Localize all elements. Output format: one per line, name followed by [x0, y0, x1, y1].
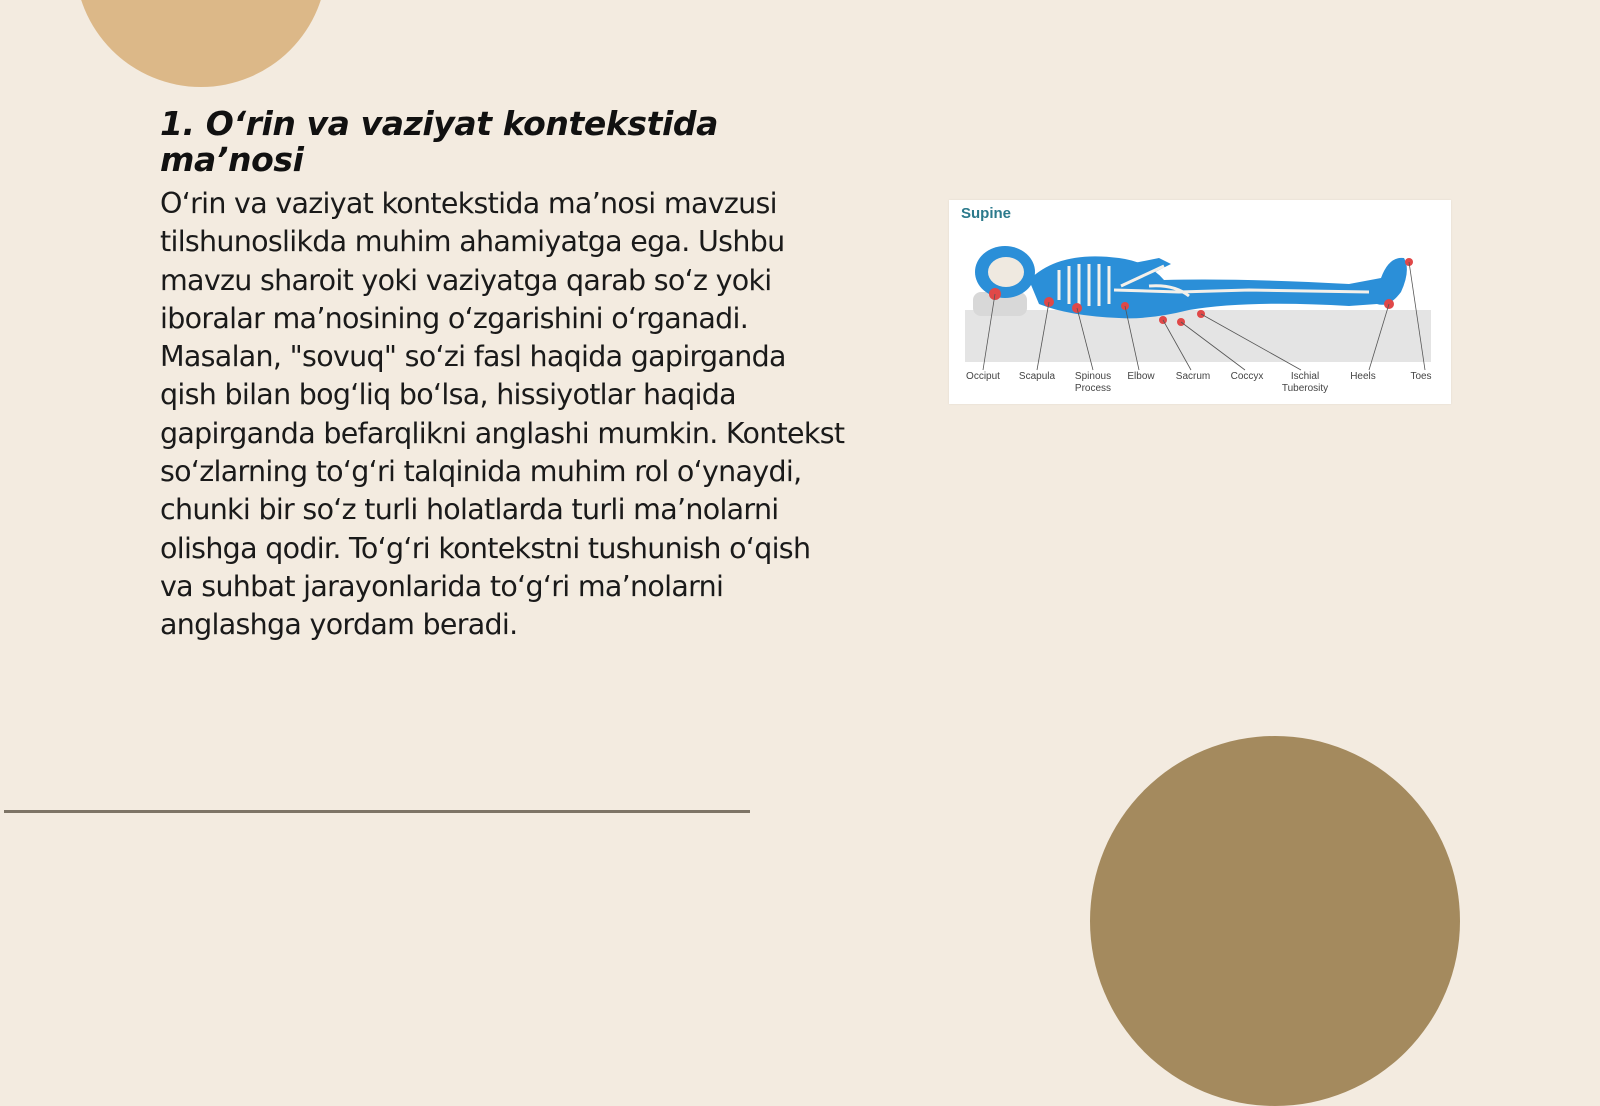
slide-title: 1. O‘rin va vaziyat kontekstida ma’nosi [160, 104, 719, 179]
figure-title: Supine [961, 205, 1012, 222]
label-toes: Toes [1410, 371, 1432, 382]
label-heels: Heels [1350, 371, 1376, 382]
decorative-circle-top [75, 0, 327, 87]
label-coccyx: Coccyx [1230, 371, 1264, 382]
label-sacrum: Sacrum [1175, 371, 1211, 382]
decorative-circle-bottom [1090, 736, 1460, 1106]
slide-body-text: O‘rin va vaziyat kontekstida ma’nosi mavzusi tilshunoslikda muhim ahamiyatga ega. Ushbu mavzu sharoit yoki vaziyatga qarab so‘z yoki iboralar ma’nosining o‘zgarishini o‘rganadi. Masalan, "sovuq" so‘zi fasl haqida gapirganda qish bilan bog‘liq bo‘lsa, hissiyotlar haqida gapirganda befarqlikni anglashi mumkin. Kontekst so‘zlarning to‘g‘ri talqinida muhim rol o‘ynaydi, chunki bir so‘z turli holatlarda turli ma’nolarni olishga qodir. To‘g‘ri kontekstni tushunish o‘qish va suhbat jarayonlarida to‘g‘ri ma’nolarni anglashga yordam beradi. [160, 187, 845, 642]
label-ischial-tuberosity: Ischial Tuberosity [1281, 371, 1329, 394]
divider-line [4, 810, 750, 813]
body-silhouette [975, 246, 1407, 318]
label-elbow: Elbow [1127, 371, 1155, 382]
label-scapula: Scapula [1018, 371, 1056, 382]
label-spinous-process: Spinous Process [1074, 371, 1112, 394]
label-occiput: Occiput [966, 371, 1000, 382]
supine-pressure-points-figure [949, 200, 1451, 404]
mattress [965, 310, 1431, 362]
